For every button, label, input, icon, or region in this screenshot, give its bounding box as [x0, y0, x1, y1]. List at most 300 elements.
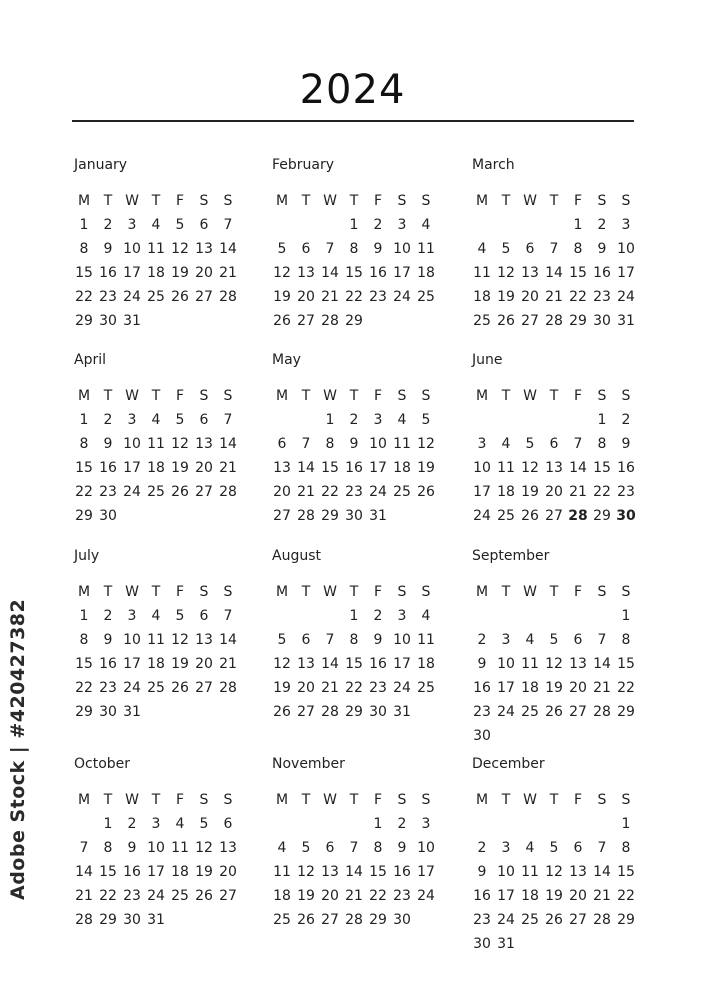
weekday-header: M — [275, 584, 289, 600]
day-cell: 30 — [473, 728, 491, 744]
weekday-header: W — [125, 792, 139, 808]
day-cell: 11 — [417, 632, 435, 648]
weekday-header: F — [373, 193, 383, 209]
weekday-header: M — [77, 193, 91, 209]
day-cell: 20 — [569, 888, 587, 904]
month-days-grid — [270, 384, 440, 528]
empty-day-cell — [518, 213, 542, 237]
weekday-header: W — [523, 193, 537, 209]
day-cell: 14 — [219, 241, 237, 257]
day-cell: 4 — [525, 840, 535, 856]
empty-day-cell — [542, 812, 566, 836]
day-cell: 22 — [617, 680, 635, 696]
day-cell: 22 — [569, 289, 587, 305]
day-cell: 4 — [151, 608, 161, 624]
empty-day-cell — [270, 408, 294, 432]
day-cell: 31 — [497, 936, 515, 952]
day-cell: 18 — [497, 484, 515, 500]
day-cell: 5 — [277, 632, 287, 648]
day-cell: 1 — [349, 217, 359, 233]
weekday-header: M — [275, 388, 289, 404]
month-name: October — [74, 756, 131, 772]
day-cell: 24 — [417, 888, 435, 904]
day-cell: 14 — [321, 656, 339, 672]
day-cell: 28 — [545, 313, 563, 329]
day-cell: 29 — [569, 313, 587, 329]
day-cell: 11 — [521, 656, 539, 672]
weekday-header: S — [597, 584, 607, 600]
month-march — [470, 157, 640, 333]
month-name: February — [272, 157, 335, 173]
empty-day-cell — [494, 812, 518, 836]
day-cell: 14 — [345, 864, 363, 880]
weekday-header: S — [397, 792, 407, 808]
day-cell: 31 — [123, 704, 141, 720]
day-cell: 1 — [79, 412, 89, 428]
day-cell: 3 — [477, 436, 487, 452]
day-cell: 10 — [393, 241, 411, 257]
weekday-header: F — [573, 584, 583, 600]
day-cell: 17 — [417, 864, 435, 880]
day-cell: 5 — [175, 412, 185, 428]
day-cell: 23 — [369, 680, 387, 696]
day-cell: 24 — [497, 704, 515, 720]
day-cell: 19 — [195, 864, 213, 880]
day-cell: 2 — [397, 816, 407, 832]
empty-day-cell — [566, 408, 590, 432]
day-cell: 26 — [417, 484, 435, 500]
day-cell: 1 — [103, 816, 113, 832]
day-cell: 13 — [569, 656, 587, 672]
empty-day-cell — [294, 812, 318, 836]
day-cell: 14 — [219, 632, 237, 648]
day-cell: 22 — [593, 484, 611, 500]
day-cell: 11 — [171, 840, 189, 856]
day-cell: 14 — [75, 864, 93, 880]
day-cell: 24 — [617, 289, 635, 305]
day-cell: 6 — [223, 816, 233, 832]
day-cell: 26 — [171, 289, 189, 305]
day-cell: 21 — [321, 680, 339, 696]
day-cell: 8 — [373, 840, 383, 856]
day-cell: 10 — [123, 632, 141, 648]
day-cell: 23 — [99, 680, 117, 696]
day-cell: 2 — [477, 840, 487, 856]
day-cell: 7 — [573, 436, 583, 452]
weekday-header: T — [501, 792, 511, 808]
day-cell: 3 — [501, 840, 511, 856]
day-cell: 27 — [321, 912, 339, 928]
day-cell: 20 — [219, 864, 237, 880]
weekday-header: W — [125, 584, 139, 600]
day-cell: 21 — [545, 289, 563, 305]
day-cell: 26 — [545, 912, 563, 928]
day-cell: 11 — [497, 460, 515, 476]
day-cell: 16 — [593, 265, 611, 281]
day-cell: 11 — [417, 241, 435, 257]
weekday-header: T — [301, 388, 311, 404]
month-name: September — [472, 548, 550, 564]
day-cell: 6 — [199, 608, 209, 624]
day-cell: 28 — [219, 484, 237, 500]
day-cell: 15 — [569, 265, 587, 281]
day-cell: 24 — [393, 289, 411, 305]
month-name: June — [472, 352, 503, 368]
day-cell: 1 — [79, 608, 89, 624]
weekday-header: T — [549, 792, 559, 808]
day-cell: 8 — [349, 241, 359, 257]
day-cell: 16 — [99, 265, 117, 281]
day-cell: 10 — [473, 460, 491, 476]
weekday-header: S — [223, 388, 233, 404]
empty-day-cell — [470, 213, 494, 237]
day-cell: 15 — [75, 265, 93, 281]
day-cell: 19 — [273, 680, 291, 696]
weekday-header: S — [597, 388, 607, 404]
day-cell: 8 — [103, 840, 113, 856]
weekday-header: W — [323, 584, 337, 600]
day-cell: 5 — [175, 608, 185, 624]
day-cell: 15 — [99, 864, 117, 880]
day-cell: 29 — [345, 704, 363, 720]
day-cell: 10 — [393, 632, 411, 648]
day-cell: 17 — [147, 864, 165, 880]
day-cell: 14 — [545, 265, 563, 281]
day-cell: 3 — [151, 816, 161, 832]
day-cell: 12 — [171, 436, 189, 452]
day-cell: 14 — [593, 864, 611, 880]
page-title: 2024 — [299, 66, 406, 113]
day-cell: 1 — [373, 816, 383, 832]
day-cell: 25 — [171, 888, 189, 904]
day-cell: 14 — [297, 460, 315, 476]
day-cell: 20 — [195, 265, 213, 281]
day-cell: 7 — [349, 840, 359, 856]
day-cell: 6 — [199, 412, 209, 428]
day-cell: 26 — [521, 508, 539, 524]
day-cell: 17 — [123, 656, 141, 672]
empty-day-cell — [542, 604, 566, 628]
day-cell: 19 — [417, 460, 435, 476]
month-days-grid — [470, 788, 640, 956]
day-cell: 11 — [147, 632, 165, 648]
day-cell: 3 — [127, 608, 137, 624]
day-cell: 25 — [473, 313, 491, 329]
day-cell: 3 — [397, 608, 407, 624]
day-cell: 26 — [171, 680, 189, 696]
day-cell: 13 — [297, 265, 315, 281]
weekday-header: S — [199, 792, 209, 808]
day-cell: 21 — [75, 888, 93, 904]
day-cell: 18 — [171, 864, 189, 880]
weekday-header: M — [77, 584, 91, 600]
weekday-header: W — [323, 193, 337, 209]
weekday-header: S — [421, 792, 431, 808]
day-cell: 19 — [171, 460, 189, 476]
month-days-grid — [72, 189, 242, 333]
weekday-header: T — [151, 792, 161, 808]
month-name: March — [472, 157, 515, 173]
day-cell: 3 — [501, 632, 511, 648]
day-cell: 10 — [123, 241, 141, 257]
day-cell: 28 — [345, 912, 363, 928]
day-cell: 12 — [521, 460, 539, 476]
day-cell: 16 — [99, 460, 117, 476]
day-cell: 27 — [195, 484, 213, 500]
day-cell: 20 — [195, 656, 213, 672]
watermark-text: Adobe Stock | #420427382 — [7, 598, 29, 900]
day-cell: 8 — [79, 436, 89, 452]
day-cell: 19 — [171, 265, 189, 281]
weekday-header: T — [501, 193, 511, 209]
empty-day-cell — [270, 213, 294, 237]
day-cell: 1 — [349, 608, 359, 624]
empty-day-cell — [294, 213, 318, 237]
weekday-header: S — [421, 193, 431, 209]
day-cell: 10 — [497, 656, 515, 672]
day-cell: 7 — [597, 840, 607, 856]
day-cell: 8 — [621, 632, 631, 648]
weekday-header: W — [523, 584, 537, 600]
empty-day-cell — [494, 213, 518, 237]
day-cell: 20 — [521, 289, 539, 305]
weekday-header: M — [475, 584, 489, 600]
weekday-header: M — [77, 792, 91, 808]
day-cell: 23 — [123, 888, 141, 904]
empty-day-cell — [494, 408, 518, 432]
day-cell: 10 — [617, 241, 635, 257]
weekday-header: S — [223, 792, 233, 808]
empty-day-cell — [518, 408, 542, 432]
day-cell: 5 — [199, 816, 209, 832]
day-cell: 5 — [301, 840, 311, 856]
day-cell: 25 — [497, 508, 515, 524]
day-cell: 25 — [147, 289, 165, 305]
weekday-header: S — [621, 792, 631, 808]
empty-day-cell — [590, 812, 614, 836]
day-cell: 13 — [273, 460, 291, 476]
day-cell: 12 — [273, 656, 291, 672]
day-cell: 20 — [195, 460, 213, 476]
day-cell: 18 — [417, 656, 435, 672]
day-cell: 1 — [79, 217, 89, 233]
day-cell: 13 — [297, 656, 315, 672]
day-cell: 4 — [175, 816, 185, 832]
day-cell: 30 — [473, 936, 491, 952]
weekday-header: T — [103, 584, 113, 600]
day-cell: 3 — [421, 816, 431, 832]
day-cell: 16 — [473, 888, 491, 904]
day-cell: 2 — [477, 632, 487, 648]
month-days-grid — [72, 580, 242, 724]
day-cell: 4 — [151, 412, 161, 428]
day-cell: 9 — [477, 864, 487, 880]
day-cell: 23 — [617, 484, 635, 500]
day-cell: 21 — [297, 484, 315, 500]
day-cell: 9 — [127, 840, 137, 856]
day-cell: 9 — [103, 241, 113, 257]
day-cell: 19 — [545, 888, 563, 904]
day-cell: 2 — [621, 412, 631, 428]
empty-day-cell — [342, 812, 366, 836]
day-cell: 6 — [573, 632, 583, 648]
weekday-header: S — [421, 388, 431, 404]
day-cell: 10 — [417, 840, 435, 856]
weekday-header: W — [323, 388, 337, 404]
day-cell: 8 — [573, 241, 583, 257]
day-cell: 13 — [545, 460, 563, 476]
weekday-header: S — [397, 584, 407, 600]
weekday-header: W — [323, 792, 337, 808]
weekday-header: F — [175, 388, 185, 404]
day-cell: 2 — [373, 217, 383, 233]
day-cell: 23 — [369, 289, 387, 305]
weekday-header: T — [103, 388, 113, 404]
empty-day-cell — [270, 812, 294, 836]
day-cell: 5 — [175, 217, 185, 233]
day-cell: 24 — [473, 508, 491, 524]
empty-day-cell — [518, 812, 542, 836]
day-cell: 21 — [219, 656, 237, 672]
day-cell: 17 — [369, 460, 387, 476]
weekday-header: F — [373, 388, 383, 404]
weekday-header: T — [103, 193, 113, 209]
day-cell: 18 — [147, 460, 165, 476]
day-cell: 21 — [345, 888, 363, 904]
weekday-header: T — [103, 792, 113, 808]
month-days-grid — [72, 788, 242, 932]
day-cell: 20 — [321, 888, 339, 904]
day-cell: 16 — [345, 460, 363, 476]
empty-day-cell — [470, 812, 494, 836]
weekday-header: T — [301, 792, 311, 808]
day-cell: 31 — [369, 508, 387, 524]
day-cell: 8 — [349, 632, 359, 648]
day-cell: 12 — [417, 436, 435, 452]
day-cell: 15 — [345, 265, 363, 281]
day-cell: 30 — [99, 313, 117, 329]
day-cell: 1 — [573, 217, 583, 233]
month-days-grid — [470, 580, 640, 748]
day-cell: 31 — [617, 313, 635, 329]
day-cell: 9 — [477, 656, 487, 672]
day-cell: 9 — [597, 241, 607, 257]
weekday-header: F — [175, 193, 185, 209]
month-october — [72, 756, 242, 932]
day-cell: 13 — [521, 265, 539, 281]
day-cell: 7 — [301, 436, 311, 452]
weekday-header: S — [199, 584, 209, 600]
day-cell: 16 — [369, 265, 387, 281]
weekday-header: T — [151, 388, 161, 404]
day-cell: 2 — [127, 816, 137, 832]
day-cell: 4 — [421, 608, 431, 624]
weekday-header: T — [301, 584, 311, 600]
month-name: December — [472, 756, 545, 772]
empty-day-cell — [566, 812, 590, 836]
day-cell: 11 — [521, 864, 539, 880]
empty-day-cell — [494, 604, 518, 628]
day-cell: 13 — [321, 864, 339, 880]
day-cell: 12 — [195, 840, 213, 856]
weekday-header: M — [275, 792, 289, 808]
day-cell: 29 — [369, 912, 387, 928]
empty-day-cell — [590, 604, 614, 628]
day-cell: 17 — [393, 656, 411, 672]
weekday-header: M — [475, 388, 489, 404]
day-cell: 24 — [123, 289, 141, 305]
weekday-header: F — [175, 584, 185, 600]
day-cell: 14 — [321, 265, 339, 281]
month-days-grid — [270, 580, 440, 724]
day-cell: 27 — [195, 680, 213, 696]
day-cell: 29 — [75, 313, 93, 329]
empty-day-cell — [566, 604, 590, 628]
day-cell: 11 — [473, 265, 491, 281]
day-cell: 27 — [195, 289, 213, 305]
day-cell: 4 — [151, 217, 161, 233]
day-cell: 9 — [373, 632, 383, 648]
weekday-header: S — [597, 193, 607, 209]
weekday-header: W — [125, 388, 139, 404]
day-cell: 18 — [393, 460, 411, 476]
day-cell: 15 — [617, 656, 635, 672]
weekday-header: T — [349, 193, 359, 209]
month-name: November — [272, 756, 345, 772]
day-cell: 3 — [127, 217, 137, 233]
day-cell: 12 — [171, 632, 189, 648]
day-cell: 20 — [297, 680, 315, 696]
day-cell: 24 — [497, 912, 515, 928]
day-cell: 25 — [393, 484, 411, 500]
day-cell: 8 — [621, 840, 631, 856]
empty-day-cell — [294, 604, 318, 628]
day-cell: 14 — [569, 460, 587, 476]
day-cell: 22 — [99, 888, 117, 904]
day-cell: 1 — [621, 608, 631, 624]
day-cell: 14 — [219, 436, 237, 452]
day-cell: 18 — [521, 680, 539, 696]
empty-day-cell — [542, 408, 566, 432]
day-cell: 25 — [147, 680, 165, 696]
day-cell: 6 — [549, 436, 559, 452]
day-cell: 6 — [277, 436, 287, 452]
day-cell: 13 — [195, 241, 213, 257]
day-cell: 7 — [223, 217, 233, 233]
empty-day-cell — [72, 812, 96, 836]
month-april — [72, 352, 242, 528]
weekday-header: T — [151, 193, 161, 209]
day-cell: 28 — [297, 508, 315, 524]
day-cell: 9 — [621, 436, 631, 452]
day-cell: 6 — [525, 241, 535, 257]
day-cell: 23 — [99, 484, 117, 500]
weekday-header: T — [501, 388, 511, 404]
day-cell: 25 — [521, 704, 539, 720]
day-cell: 16 — [369, 656, 387, 672]
weekday-header: F — [573, 388, 583, 404]
day-cell: 4 — [397, 412, 407, 428]
day-cell: 9 — [349, 436, 359, 452]
day-cell: 1 — [325, 412, 335, 428]
day-cell: 29 — [321, 508, 339, 524]
empty-day-cell — [318, 812, 342, 836]
day-cell: 24 — [123, 484, 141, 500]
day-cell: 24 — [393, 680, 411, 696]
weekday-header: S — [199, 193, 209, 209]
empty-day-cell — [470, 604, 494, 628]
weekday-header: S — [223, 584, 233, 600]
